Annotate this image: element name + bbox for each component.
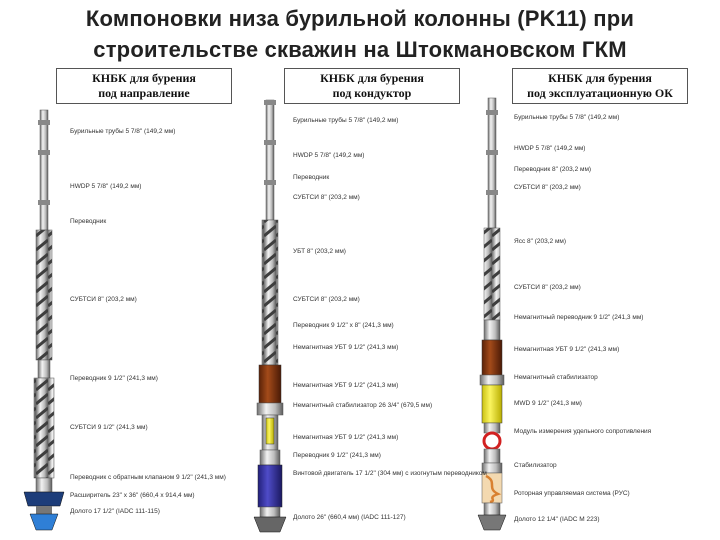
component-label: Переводник 9 1/2" (241,3 мм)	[293, 452, 381, 459]
component-label: Переводник	[70, 218, 107, 225]
column-header-text: под кондуктор	[332, 86, 412, 100]
component-label: Роторная управляемая система (РУС)	[514, 490, 630, 497]
component-label: Расширитель 23" х 36" (660,4 x 914,4 мм)	[70, 492, 195, 499]
component-label: СУБТСИ 8" (203,2 мм)	[70, 296, 137, 303]
component-label: СУБТСИ 8" (203,2 мм)	[514, 184, 581, 191]
spiral-collar-icon	[36, 230, 52, 360]
component-label: Немагнитная УБТ 9 1/2" (241,3 мм)	[293, 434, 399, 441]
spiral-collar-icon	[34, 378, 54, 478]
component-label: УБТ 8" (203,2 мм)	[293, 248, 346, 255]
component-label: Бурильные трубы 5 7/8" (149,2 мм)	[293, 117, 399, 124]
component-label: СУБТСИ 8" (203,2 мм)	[293, 296, 360, 303]
drill-string-column-1	[24, 110, 64, 530]
drill-bit-icon	[478, 515, 506, 530]
component-label: Бурильные трубы 5 7/8" (149,2 мм)	[70, 128, 176, 135]
drill-pipe-icon	[266, 100, 274, 220]
column-header-text: КНБК для бурения	[548, 71, 652, 85]
page-title-line1: Компоновки низа бурильной колонны (PK11) при	[85, 6, 635, 31]
drill-pipe-icon	[40, 110, 48, 230]
column-header-text: под направление	[98, 86, 190, 100]
drill-pipe-icon	[488, 98, 496, 228]
drill-bit-icon	[254, 517, 286, 532]
column-header-text: КНБК для бурения	[320, 71, 424, 85]
spiral-collar-icon	[262, 220, 278, 365]
drill-string-column-2	[254, 100, 286, 532]
reamer-icon	[24, 492, 64, 506]
component-label: Переводник	[293, 174, 330, 181]
component-label: Винтовой двигатель 17 1/2" (304 мм) с изогнутым переводником	[293, 470, 487, 477]
component-label: СУБТСИ 9 1/2" (241,3 мм)	[70, 424, 148, 431]
component-label: Немагнитная УБТ 9 1/2" (241,3 мм)	[293, 344, 399, 351]
page-title-line2: строительстве скважин на Штокмановском ГКМ	[93, 37, 627, 62]
nonmagnetic-collar	[259, 365, 281, 403]
component-label: Немагнитный стабилизатор	[514, 374, 598, 381]
component-label: MWD 9 1/2" (241,3 мм)	[514, 400, 582, 407]
component-label: Долото 17 1/2" (IADC 111-115)	[70, 508, 160, 515]
component-label: Переводник с обратным клапаном 9 1/2" (241,3 мм)	[70, 474, 226, 481]
drill-string-column-3	[478, 98, 506, 530]
stabilizer-icon	[480, 375, 504, 385]
component-label: Долото 12 1/4" (IADC M 223)	[514, 516, 600, 523]
drill-bit-icon	[30, 514, 58, 530]
stabilizer-icon	[257, 403, 283, 415]
component-label: Стабилизатор	[514, 462, 557, 469]
component-label: Модуль измерения удельного сопротивления	[514, 428, 652, 435]
component-label: Немагнитная УБТ 9 1/2" (241,3 мм)	[293, 382, 399, 389]
component-label: Переводник 9 1/2" (241,3 мм)	[70, 375, 158, 382]
component-label: HWDP 5 7/8" (149,2 мм)	[293, 152, 365, 159]
component-label: Немагнитный переводник 9 1/2" (241,3 мм)	[514, 314, 644, 321]
component-label: СУБТСИ 8" (203,2 мм)	[514, 284, 581, 291]
mwd-icon	[482, 385, 502, 423]
column-header-text: под эксплуатационную ОК	[527, 86, 673, 100]
component-label: Немагнитная УБТ 9 1/2" (241,3 мм)	[514, 346, 620, 353]
component-label: Долото 26" (660,4 мм) (IADC 111-127)	[293, 514, 406, 521]
component-label: HWDP 5 7/8" (149,2 мм)	[70, 183, 142, 190]
component-label: Бурильные трубы 5 7/8" (149,2 мм)	[514, 114, 620, 121]
column-header-text: КНБК для бурения	[92, 71, 196, 85]
component-label: Переводник 9 1/2" х 8" (241,3 мм)	[293, 322, 394, 329]
component-label: Ясс 8" (203,2 мм)	[514, 238, 567, 245]
nonmagnetic-collar	[482, 340, 502, 375]
component-label: HWDP 5 7/8" (149,2 мм)	[514, 145, 586, 152]
component-label: СУБТСИ 8" (203,2 мм)	[293, 194, 360, 201]
component-label: Переводник 8" (203,2 мм)	[514, 166, 592, 173]
component-label: Немагнитный стабилизатор 26 3/4" (679,5 мм)	[293, 402, 433, 409]
spiral-collar-icon	[484, 228, 500, 320]
mud-motor-icon	[258, 465, 282, 507]
resistivity-module-icon	[484, 433, 500, 449]
